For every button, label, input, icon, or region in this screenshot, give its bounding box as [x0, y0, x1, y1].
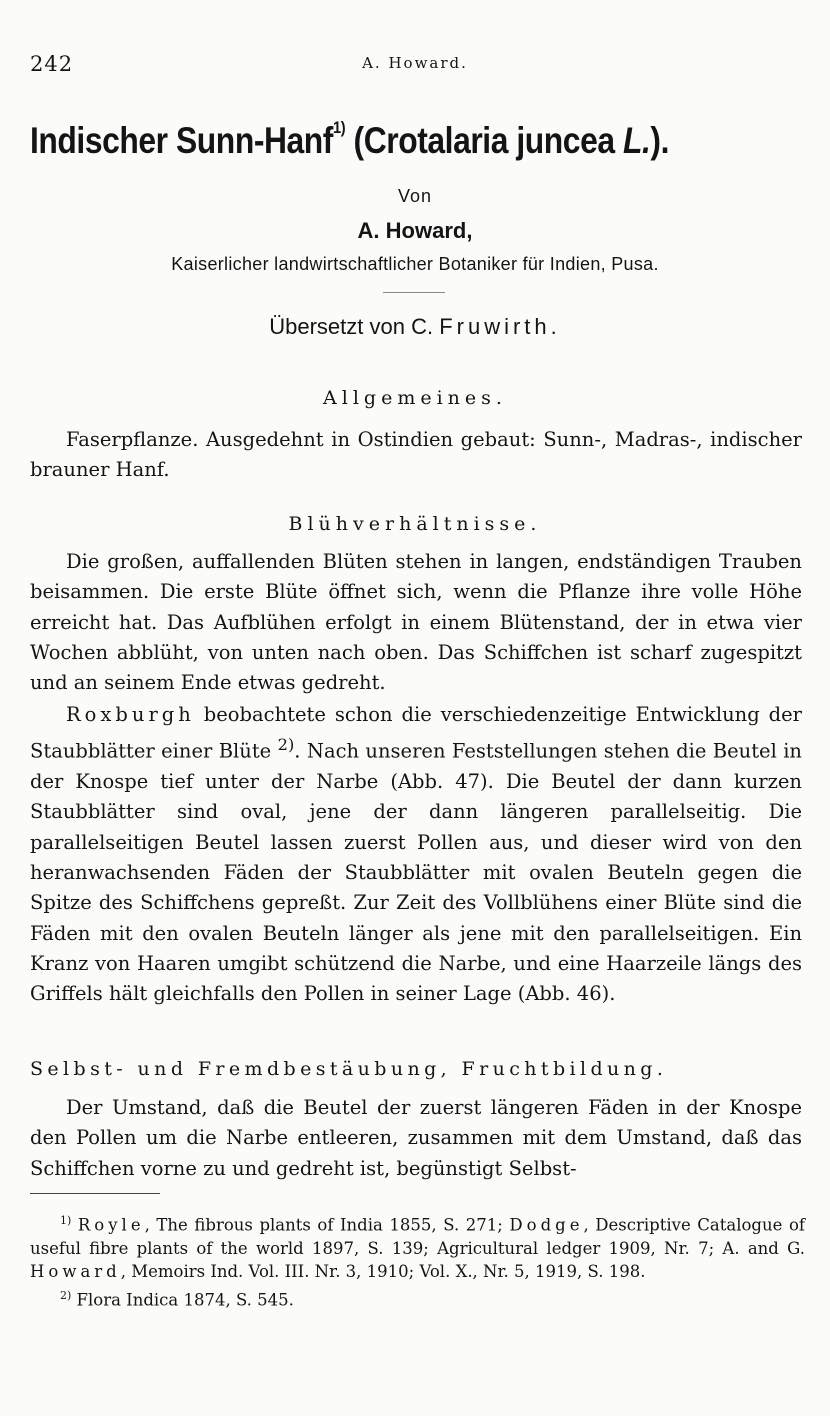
title-paren-close: ).: [650, 120, 670, 161]
section-heading-allgemeines: Allgemeines.: [323, 387, 507, 409]
footnote-ref-2: 2): [277, 735, 295, 755]
translator-line: [0, 314, 830, 340]
author-name: A. Howard,: [357, 218, 473, 243]
paragraph-bluehverhaeltnisse-1: Die großen, auffallenden Blüten stehen in langen, endständigen Trauben beisammen. Die erste Blüte öffnet sich, wenn die Pflanze ihre volle Höhe erreicht hat. Das Aufblühen erfolgt in einem Blütenstand, der in etwa vier Wochen abblüht, von unten nach oben. Das Schiffchen ist scharf zugespitzt und an seinem Ende etwas gedreht.: [30, 550, 802, 695]
footnote-author-royle: Royle: [77, 1215, 145, 1235]
author-reference-roxburgh: Roxburgh: [66, 703, 195, 726]
footnote-1: [30, 1209, 805, 1284]
section-heading-bestaeubung: Selbst- und Fremdbestäubung, Fruchtbildung.: [30, 1058, 668, 1080]
paragraph-bluehverhaeltnisse-2: [30, 700, 802, 1009]
title-authority: L.: [623, 120, 651, 161]
footnote-divider: [30, 1193, 160, 1194]
paragraph-text-before-ref: beobachtete schon die verschiedenzeitige Entwicklung der Staubblätter einer Blüte: [30, 703, 802, 763]
footnote-author-dodge: Dodge: [509, 1215, 584, 1235]
translator-name: Fruwirth.: [439, 314, 561, 339]
section-heading-bluehverhaeltnisse: Blühverhältnisse.: [288, 513, 542, 535]
author-affiliation: Kaiserlicher landwirtschaftlicher Botaniker für Indien, Pusa.: [171, 254, 659, 274]
article-title: [30, 120, 701, 162]
title-footnote-marker: 1): [332, 118, 346, 137]
page-header: [0, 52, 830, 76]
footnote-1-marker: 1): [60, 1214, 72, 1227]
byline-von: Von: [397, 186, 433, 206]
footnote-2: [30, 1284, 805, 1312]
footnote-2-text: Flora Indica 1874, S. 545.: [71, 1290, 294, 1310]
title-paren-open: (Crotalaria juncea: [345, 120, 624, 161]
footnote-1-text-c: , Memoirs Ind. Vol. III. Nr. 3, 1910; Vol. X., Nr. 5, 1919, S. 198.: [120, 1262, 646, 1282]
footnote-author-howard: Howard: [30, 1262, 121, 1282]
paragraph-allgemeines: Faserpflanze. Ausgedehnt in Ostindien gebaut: Sunn-, Madras-, indischer brauner Hanf.: [30, 428, 802, 481]
title-main: Indischer Sunn-Hanf: [30, 120, 333, 161]
footnote-1-text-b: , Descriptive Catalogue of useful fibre plants of the world 1897, S. 139; Agricultural ledger 1909, Nr. 7; A. and G.: [30, 1215, 805, 1258]
running-head: A. Howard.: [362, 54, 468, 72]
title-divider: [383, 292, 445, 293]
paragraph-text-after-ref: . Nach unseren Feststellungen stehen die Beutel in der Knospe tief unter der Narbe (Abb. 47). Die Beutel der dann kurzen Staubblätter sind oval, jene der dann längeren parallelseitig. Die parallelseitigen Beutel lassen zuerst Pollen aus, und dieser wird von den heranwachsenden Fäden der Staubblätter mit ovalen Beuteln gegen die Spitze des Schiffchens gepreßt. Zur Zeit des Vollblühens einer Blüte sind die Fäden mit den ovalen Beuteln länger als jene mit den parallelseitigen. Ein Kranz von Haaren umgibt schützend die Narbe, und eine Haarzeile längs des Griffels hält gleichfalls den Pollen in seiner Lage (Abb. 46).: [30, 739, 802, 1006]
page-number: 242: [30, 52, 74, 76]
footnote-2-marker: 2): [60, 1288, 72, 1302]
paragraph-bestaeubung: Der Umstand, daß die Beutel der zuerst längeren Fäden in der Knospe den Pollen um die Narbe entleeren, zusammen mit dem Umstand, daß das Schiffchen vorne zu und gedreht ist, begünstigt Selbst-: [30, 1096, 802, 1180]
footnote-1-text-a: , The fibrous plants of India 1855, S. 271;: [144, 1215, 510, 1235]
footnotes: [30, 1209, 805, 1312]
translator-prefix: Übersetzt von C.: [269, 314, 440, 339]
